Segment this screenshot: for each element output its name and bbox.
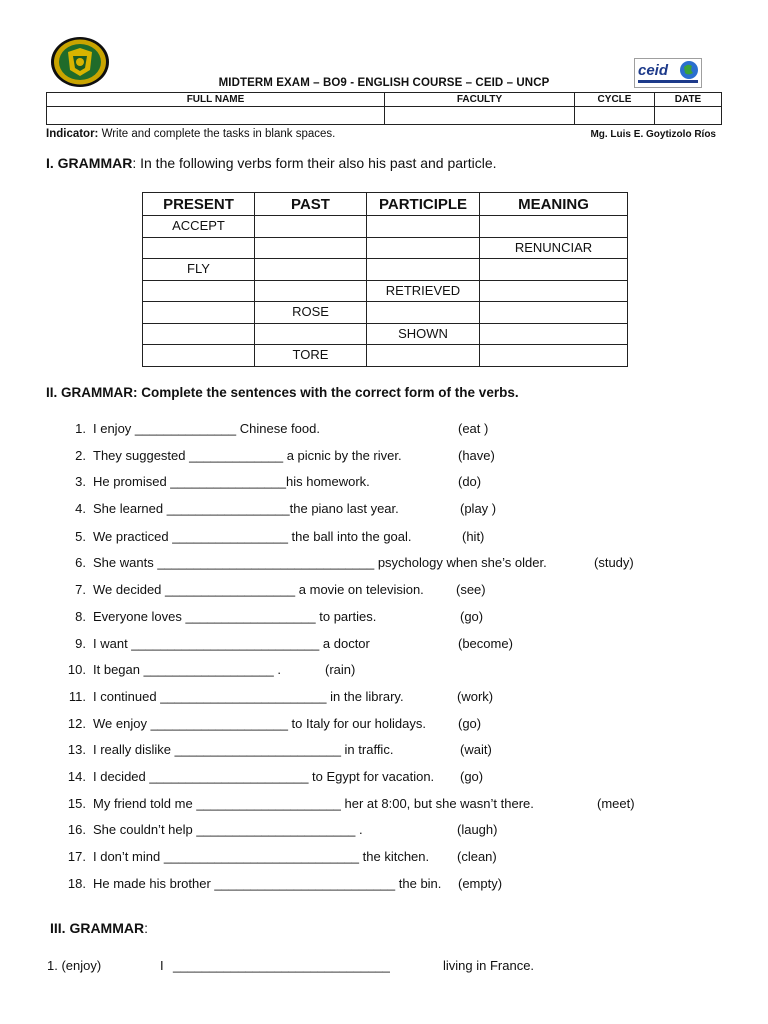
verb-cell[interactable] — [143, 302, 255, 324]
exercise-number: 14. — [67, 769, 86, 784]
exercise-verb-hint: (go) — [460, 769, 484, 784]
exercise-sentence[interactable]: She learned _________________the piano last year. — [93, 501, 399, 516]
exercise-verb-hint: (clean) — [457, 849, 497, 864]
exercise-sentence[interactable]: We enjoy ___________________ to Italy for our holidays. — [93, 716, 426, 731]
date-field[interactable] — [655, 107, 722, 125]
exercise-verb-hint: (play ) — [460, 501, 497, 516]
indicator-label: Indicator: — [46, 128, 99, 140]
verb-cell: RENUNCIAR — [480, 237, 628, 259]
exercise-item — [0, 609, 768, 627]
exercise-sentence[interactable]: I enjoy ______________ Chinese food. — [93, 421, 320, 436]
exercise-number: 11. — [68, 689, 86, 704]
exercise-item — [0, 822, 768, 840]
verb-cell[interactable] — [143, 345, 255, 367]
exercise-number: 17. — [67, 849, 86, 864]
section3-colon: : — [144, 920, 148, 936]
cycle-header: CYCLE — [575, 93, 655, 107]
verb-row — [143, 216, 628, 238]
section3-title: III. GRAMMAR — [50, 920, 145, 936]
exercise-item — [0, 501, 768, 519]
past-header: PAST — [255, 193, 367, 216]
verb-cell[interactable] — [480, 345, 628, 367]
verb-cell[interactable] — [367, 237, 480, 259]
exercise-item — [0, 529, 768, 547]
exercise-item — [0, 555, 768, 573]
verb-cell: FLY — [143, 259, 255, 281]
verb-row — [143, 237, 628, 259]
meaning-header: MEANING — [480, 193, 628, 216]
exercise-sentence[interactable]: I continued _______________________ in the library. — [93, 689, 404, 704]
exercise-number: 12. — [67, 716, 86, 731]
author-name: Mg. Luis E. Goytizolo Ríos — [590, 129, 716, 140]
exercise-verb-hint: (become) — [458, 636, 513, 651]
verb-cell[interactable] — [367, 345, 480, 367]
verb-cell[interactable] — [367, 216, 480, 238]
verb-cell: SHOWN — [367, 323, 480, 345]
exercise-verb-hint: (go) — [458, 716, 482, 731]
exercise-verb-hint: (see) — [456, 582, 486, 597]
section1-instruction: : In the following verbs form their also his past and particle. — [132, 155, 497, 171]
exercise-sentence[interactable]: They suggested _____________ a picnic by the river. — [93, 448, 402, 463]
exercise-item — [0, 716, 768, 734]
exercise-item — [0, 474, 768, 492]
exercise-sentence[interactable]: He promised ________________his homework. — [93, 474, 370, 489]
exercise-item — [0, 769, 768, 787]
exercise-item — [0, 742, 768, 760]
verb-cell[interactable] — [480, 216, 628, 238]
exercise-sentence[interactable]: Everyone loves __________________ to parties. — [93, 609, 377, 624]
verb-cell: RETRIEVED — [367, 280, 480, 302]
exercise-verb-hint: (study) — [594, 555, 634, 570]
verb-cell: TORE — [255, 345, 367, 367]
exercise-verb-hint: (eat ) — [458, 421, 489, 436]
verb-row — [143, 302, 628, 324]
exercise-sentence[interactable]: My friend told me ____________________ her at 8:00, but she wasn’t there. — [93, 796, 534, 811]
exercise-sentence[interactable]: We practiced ________________ the ball into the goal. — [93, 529, 412, 544]
verb-forms-table — [142, 192, 628, 367]
exercise-item — [0, 849, 768, 867]
section2-title: II. GRAMMAR — [46, 385, 133, 400]
exercise-verb-hint: (meet) — [597, 796, 635, 811]
exercise-verb-hint: (go) — [460, 609, 484, 624]
exercise-sentence[interactable]: I want __________________________ a doctor — [93, 636, 370, 651]
full-name-header: FULL NAME — [47, 93, 385, 107]
verb-cell[interactable] — [480, 259, 628, 281]
verb-cell[interactable] — [255, 216, 367, 238]
exercise-item — [0, 662, 768, 680]
section3-item-subject: I — [160, 958, 164, 973]
exercise-item — [0, 876, 768, 894]
present-header: PRESENT — [143, 193, 255, 216]
verb-cell: ACCEPT — [143, 216, 255, 238]
exercise-verb-hint: (laugh) — [457, 822, 498, 837]
exercise-sentence[interactable]: He made his brother _________________________ the bin. — [93, 876, 442, 891]
verb-cell[interactable] — [367, 259, 480, 281]
verb-cell[interactable] — [143, 323, 255, 345]
participle-header: PARTICIPLE — [367, 193, 480, 216]
exercise-number: 18. — [67, 876, 86, 891]
exercise-verb-hint: (work) — [457, 689, 494, 704]
verb-cell[interactable] — [480, 302, 628, 324]
indicator-text: Write and complete the tasks in blank spaces. — [98, 128, 336, 140]
verb-cell: ROSE — [255, 302, 367, 324]
verb-cell[interactable] — [255, 259, 367, 281]
verb-cell[interactable] — [367, 302, 480, 324]
exercise-sentence[interactable]: It began __________________ . — [93, 662, 281, 677]
exercise-item — [0, 796, 768, 814]
verb-cell[interactable] — [480, 323, 628, 345]
section1-heading — [46, 155, 497, 171]
exercise-sentence[interactable]: I decided ______________________ to Egypt for vacation. — [93, 769, 435, 784]
faculty-field[interactable] — [385, 107, 575, 125]
section3-item-number: 1. (enjoy) — [47, 958, 102, 973]
exercise-verb-hint: (wait) — [460, 742, 492, 757]
exercise-verb-hint: (hit) — [462, 529, 485, 544]
logo-text: ceid — [638, 62, 669, 79]
cycle-field[interactable] — [575, 107, 655, 125]
exercise-sentence[interactable]: I don’t mind ___________________________ the kitchen. — [93, 849, 430, 864]
exercise-item — [0, 421, 768, 439]
verb-row — [143, 280, 628, 302]
exercise-number: 5. — [75, 529, 86, 544]
section3-item-rest: living in France. — [443, 958, 535, 973]
exercise-sentence[interactable]: She couldn’t help ______________________ . — [93, 822, 363, 837]
section3-item-blank[interactable]: ______________________________ — [173, 958, 390, 973]
exercise-verb-hint: (rain) — [325, 662, 356, 677]
section3-heading — [50, 920, 148, 936]
exam-title: MIDTERM EXAM – BO9 - ENGLISH COURSE – CEID – UNCP — [218, 77, 550, 89]
verb-cell[interactable] — [255, 323, 367, 345]
verb-cell[interactable] — [480, 280, 628, 302]
date-header: DATE — [655, 93, 722, 107]
exercise-verb-hint: (empty) — [458, 876, 503, 891]
exercise-number: 3. — [75, 474, 86, 489]
exercise-sentence[interactable]: She wants ______________________________ psychology when she’s older. — [93, 555, 547, 570]
exercise-verb-hint: (do) — [458, 474, 482, 489]
exercise-sentence[interactable]: I really dislike _______________________ in traffic. — [93, 742, 394, 757]
verb-cell[interactable] — [255, 237, 367, 259]
exercise-item — [0, 448, 768, 466]
full-name-field[interactable] — [47, 107, 385, 125]
verb-row — [143, 259, 628, 281]
exercise-number: 6. — [75, 555, 86, 570]
exercise-number: 7. — [75, 582, 86, 597]
exercise-number: 8. — [75, 609, 86, 624]
section2-instruction: : Complete the sentences with the correct form of the verbs. — [133, 385, 519, 400]
exercise-sentence[interactable]: We decided __________________ a movie on television. — [93, 582, 424, 597]
exercise-number: 13. — [67, 742, 86, 757]
exercise-number: 9. — [75, 636, 86, 651]
exercise-verb-hint: (have) — [458, 448, 495, 463]
student-info-table — [46, 92, 722, 125]
faculty-header: FACULTY — [385, 93, 575, 107]
exercise-number: 4. — [75, 501, 86, 516]
indicator-line — [46, 128, 335, 140]
verb-row — [143, 323, 628, 345]
verb-cell[interactable] — [255, 280, 367, 302]
exercise-number: 15. — [67, 796, 86, 811]
exercise-item — [0, 636, 768, 654]
exercise-number: 16. — [67, 822, 86, 837]
exercise-item — [0, 582, 768, 600]
exercise-number: 1. — [75, 421, 86, 436]
exercise-number: 2. — [75, 448, 86, 463]
verb-row — [143, 345, 628, 367]
exercise-item — [0, 689, 768, 707]
section2-heading — [46, 385, 519, 400]
verb-cell[interactable] — [143, 237, 255, 259]
exercise-number: 10. — [67, 662, 86, 677]
verb-cell[interactable] — [143, 280, 255, 302]
section1-title: I. GRAMMAR — [46, 155, 133, 171]
